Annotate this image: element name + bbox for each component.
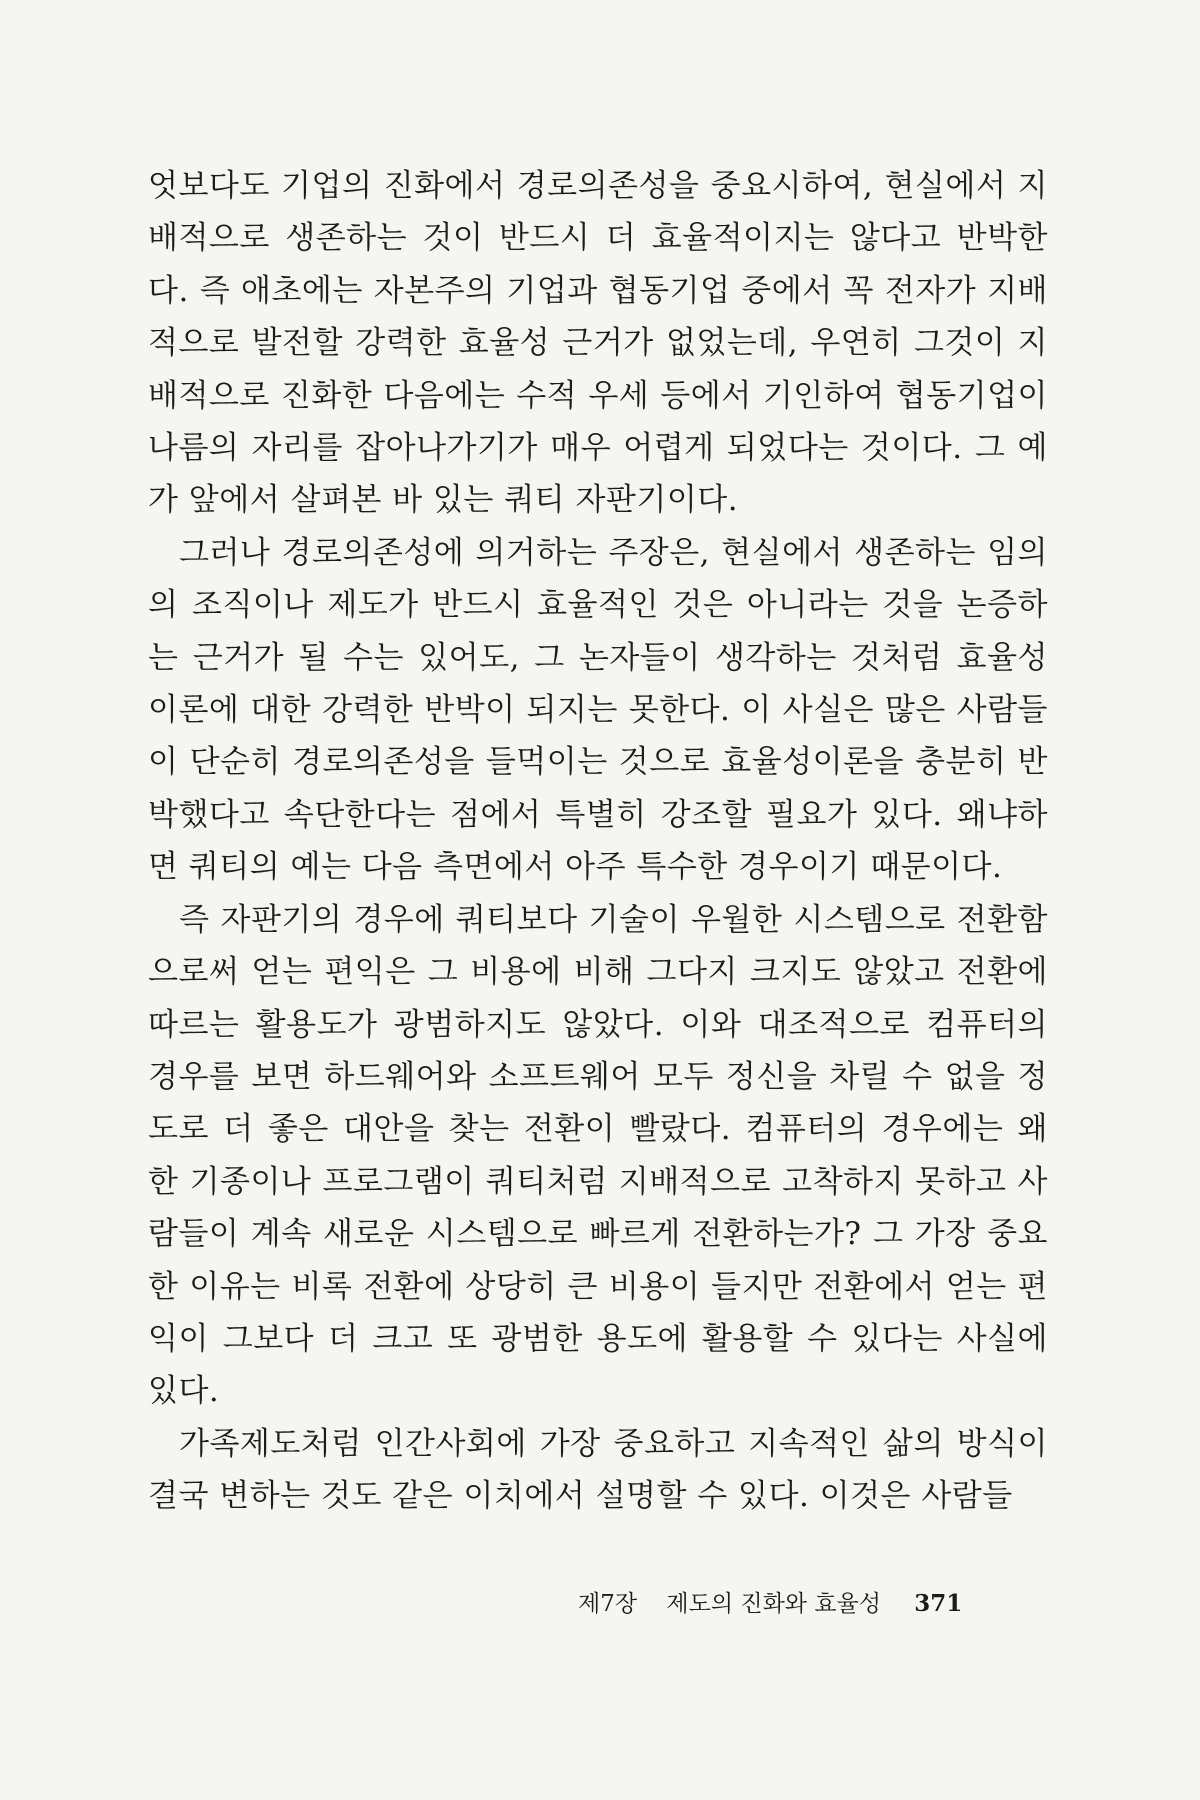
page-footer <box>578 1585 962 1618</box>
body-text <box>148 160 1048 1523</box>
paragraph-3: 즉 자판기의 경우에 쿼티보다 기술이 우월한 시스템으로 전환함으로써 얻는 편익은 그 비용에 비해 그다지 크지도 않았고 전환에 따르는 활용도가 광범하지도 않았다. 이와 대조적으로 컴퓨터의 경우를 보면 하드웨어와 소프트웨어 모두 정신을 차릴 수 없을 정도로 더 좋은 대안을 찾는 전환이 빨랐다. 컴퓨터의 경우에는 왜 한 기종이나 프로그램이 쿼티처럼 지배적으로 고착하지 못하고 사람들이 계속 새로운 시스템으로 빠르게 전환하는가? 그 가장 중요한 이유는 비록 전환에 상당히 큰 비용이 들지만 전환에서 얻는 편익이 그보다 더 크고 또 광범한 용도에 활용할 수 있다는 사실에 있다. <box>148 901 1048 1410</box>
paragraph-1: 엇보다도 기업의 진화에서 경로의존성을 중요시하여, 현실에서 지배적으로 생존하는 것이 반드시 더 효율적이지는 않다고 반박한다. 즉 애초에는 자본주의 기업과 협동기업 중에서 꼭 전자가 지배적으로 발전할 강력한 효율성 근거가 없었는데, 우연히 그것이 지배적으로 진화한 다음에는 수적 우세 등에서 기인하여 협동기업이 나름의 자리를 잡아나가기가 매우 어렵게 되었다는 것이다. 그 예가 앞에서 살펴본 바 있는 쿼티 자판기이다. <box>148 168 1048 519</box>
chapter-label: 제7장 <box>578 1591 638 1617</box>
chapter-title: 제도의 진화와 효율성 <box>666 1591 881 1617</box>
paragraph-2: 그러나 경로의존성에 의거하는 주장은, 현실에서 생존하는 임의의 조직이나 제도가 반드시 효율적인 것은 아니라는 것을 논증하는 근거가 될 수는 있어도, 그 논자들이 생각하는 것처럼 효율성 이론에 대한 강력한 반박이 되지는 못한다. 이 사실은 많은 사람들이 단순히 경로의존성을 들먹이는 것으로 효율성이론을 충분히 반박했다고 속단한다는 점에서 특별히 강조할 필요가 있다. 왜냐하면 쿼티의 예는 다음 측면에서 아주 특수한 경우이기 때문이다. <box>148 534 1048 886</box>
page-number: 371 <box>914 1590 963 1617</box>
paragraph-4: 가족제도처럼 인간사회에 가장 중요하고 지속적인 삶의 방식이 결국 변하는 것도 같은 이치에서 설명할 수 있다. 이것은 사람들 <box>148 1425 1048 1515</box>
